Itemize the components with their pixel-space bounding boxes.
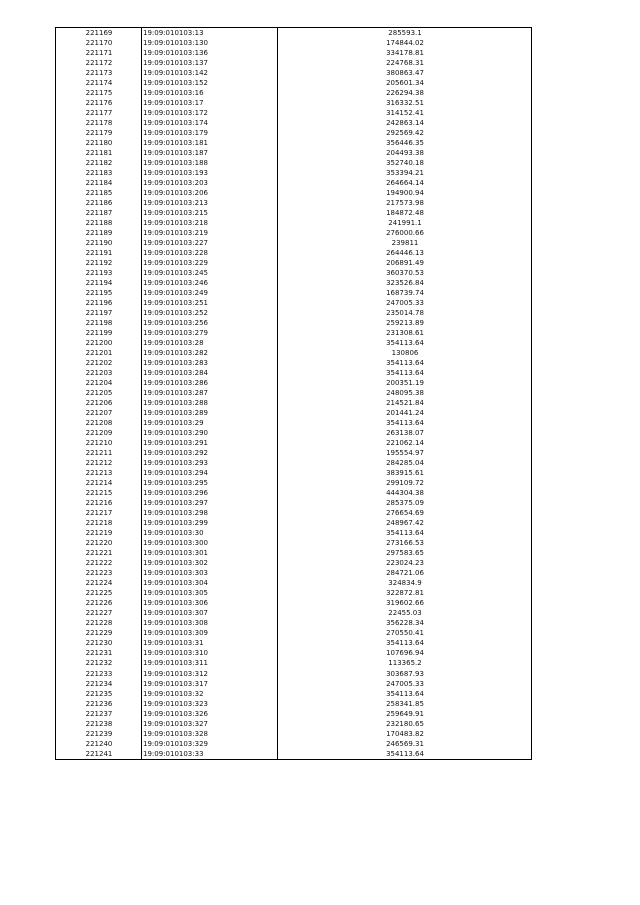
table-row bbox=[56, 198, 532, 208]
id-cell: 221219 bbox=[56, 529, 142, 539]
id-cell: 221214 bbox=[56, 479, 142, 489]
id-cell: 221237 bbox=[56, 709, 142, 719]
cadastral-code-cell: 19:09:010103:296 bbox=[142, 489, 278, 499]
id-cell: 221202 bbox=[56, 359, 142, 369]
id-cell: 221197 bbox=[56, 308, 142, 318]
value-cell: 247005.33 bbox=[278, 298, 532, 308]
value-cell: 232180.65 bbox=[278, 719, 532, 729]
value-cell: 226294.38 bbox=[278, 88, 532, 98]
value-cell: 184872.48 bbox=[278, 208, 532, 218]
value-cell: 214521.84 bbox=[278, 399, 532, 409]
id-cell: 221233 bbox=[56, 669, 142, 679]
table-row bbox=[56, 138, 532, 148]
cadastral-code-cell: 19:09:010103:298 bbox=[142, 509, 278, 519]
id-cell: 221220 bbox=[56, 539, 142, 549]
value-cell: 239811 bbox=[278, 238, 532, 248]
id-cell: 221231 bbox=[56, 649, 142, 659]
id-cell: 221211 bbox=[56, 449, 142, 459]
cadastral-code-cell: 19:09:010103:299 bbox=[142, 519, 278, 529]
cadastral-code-cell: 19:09:010103:187 bbox=[142, 148, 278, 158]
cadastral-code-cell: 19:09:010103:179 bbox=[142, 128, 278, 138]
table-row bbox=[56, 559, 532, 569]
table-row bbox=[56, 188, 532, 198]
value-cell: 194900.94 bbox=[278, 188, 532, 198]
value-cell: 354113.64 bbox=[278, 529, 532, 539]
id-cell: 221193 bbox=[56, 268, 142, 278]
id-cell: 221240 bbox=[56, 739, 142, 749]
cadastral-code-cell: 19:09:010103:328 bbox=[142, 729, 278, 739]
value-cell: 324834.9 bbox=[278, 579, 532, 589]
id-cell: 221216 bbox=[56, 499, 142, 509]
value-cell: 292569.42 bbox=[278, 128, 532, 138]
value-cell: 22455.03 bbox=[278, 609, 532, 619]
value-cell: 314152.41 bbox=[278, 108, 532, 118]
id-cell: 221176 bbox=[56, 98, 142, 108]
value-cell: 259649.91 bbox=[278, 709, 532, 719]
table-row bbox=[56, 449, 532, 459]
value-cell: 354113.64 bbox=[278, 359, 532, 369]
cadastral-code-cell: 19:09:010103:174 bbox=[142, 118, 278, 128]
id-cell: 221221 bbox=[56, 549, 142, 559]
cadastral-code-cell: 19:09:010103:310 bbox=[142, 649, 278, 659]
cadastral-code-cell: 19:09:010103:284 bbox=[142, 369, 278, 379]
table-row bbox=[56, 699, 532, 709]
id-cell: 221209 bbox=[56, 429, 142, 439]
value-cell: 221062.14 bbox=[278, 439, 532, 449]
table-row bbox=[56, 38, 532, 48]
cadastral-code-cell: 19:09:010103:203 bbox=[142, 178, 278, 188]
table-row bbox=[56, 579, 532, 589]
cadastral-code-cell: 19:09:010103:249 bbox=[142, 288, 278, 298]
id-cell: 221234 bbox=[56, 679, 142, 689]
id-cell: 221230 bbox=[56, 639, 142, 649]
table-row bbox=[56, 519, 532, 529]
value-cell: 130806 bbox=[278, 349, 532, 359]
table-row bbox=[56, 328, 532, 338]
cadastral-code-cell: 19:09:010103:295 bbox=[142, 479, 278, 489]
table-row bbox=[56, 68, 532, 78]
cadastral-code-cell: 19:09:010103:282 bbox=[142, 349, 278, 359]
cadastral-code-cell: 19:09:010103:283 bbox=[142, 359, 278, 369]
value-cell: 285593.1 bbox=[278, 28, 532, 39]
id-cell: 221207 bbox=[56, 409, 142, 419]
cadastral-code-cell: 19:09:010103:311 bbox=[142, 659, 278, 669]
table-row bbox=[56, 489, 532, 499]
table-body bbox=[56, 28, 532, 760]
cadastral-code-cell: 19:09:010103:287 bbox=[142, 389, 278, 399]
value-cell: 380863.47 bbox=[278, 68, 532, 78]
id-cell: 221173 bbox=[56, 68, 142, 78]
cadastral-code-cell: 19:09:010103:288 bbox=[142, 399, 278, 409]
value-cell: 246569.31 bbox=[278, 739, 532, 749]
cadastral-code-cell: 19:09:010103:246 bbox=[142, 278, 278, 288]
table-row bbox=[56, 549, 532, 559]
table-row bbox=[56, 248, 532, 258]
cadastral-code-cell: 19:09:010103:304 bbox=[142, 579, 278, 589]
table-row bbox=[56, 168, 532, 178]
table-row bbox=[56, 58, 532, 68]
value-cell: 223024.23 bbox=[278, 559, 532, 569]
id-cell: 221196 bbox=[56, 298, 142, 308]
id-cell: 221232 bbox=[56, 659, 142, 669]
table-row bbox=[56, 108, 532, 118]
value-cell: 168739.74 bbox=[278, 288, 532, 298]
id-cell: 221217 bbox=[56, 509, 142, 519]
table-row bbox=[56, 529, 532, 539]
cadastral-code-cell: 19:09:010103:215 bbox=[142, 208, 278, 218]
cadastral-code-cell: 19:09:010103:29 bbox=[142, 419, 278, 429]
cadastral-code-cell: 19:09:010103:228 bbox=[142, 248, 278, 258]
cadastral-code-cell: 19:09:010103:317 bbox=[142, 679, 278, 689]
cadastral-code-cell: 19:09:010103:279 bbox=[142, 328, 278, 338]
table-row bbox=[56, 78, 532, 88]
value-cell: 206891.49 bbox=[278, 258, 532, 268]
cadastral-code-cell: 19:09:010103:327 bbox=[142, 719, 278, 729]
id-cell: 221210 bbox=[56, 439, 142, 449]
value-cell: 224768.31 bbox=[278, 58, 532, 68]
value-cell: 270550.41 bbox=[278, 629, 532, 639]
table-row bbox=[56, 268, 532, 278]
table-row bbox=[56, 469, 532, 479]
value-cell: 444304.38 bbox=[278, 489, 532, 499]
id-cell: 221172 bbox=[56, 58, 142, 68]
value-cell: 303687.93 bbox=[278, 669, 532, 679]
table-row bbox=[56, 399, 532, 409]
cadastral-code-cell: 19:09:010103:213 bbox=[142, 198, 278, 208]
value-cell: 231308.61 bbox=[278, 328, 532, 338]
table-row bbox=[56, 218, 532, 228]
cadastral-code-cell: 19:09:010103:293 bbox=[142, 459, 278, 469]
value-cell: 352740.18 bbox=[278, 158, 532, 168]
table-row bbox=[56, 739, 532, 749]
id-cell: 221224 bbox=[56, 579, 142, 589]
id-cell: 221182 bbox=[56, 158, 142, 168]
table-row bbox=[56, 238, 532, 248]
id-cell: 221186 bbox=[56, 198, 142, 208]
value-cell: 241991.1 bbox=[278, 218, 532, 228]
table-row bbox=[56, 338, 532, 348]
id-cell: 221169 bbox=[56, 28, 142, 39]
id-cell: 221195 bbox=[56, 288, 142, 298]
cadastral-code-cell: 19:09:010103:152 bbox=[142, 78, 278, 88]
value-cell: 258341.85 bbox=[278, 699, 532, 709]
id-cell: 221194 bbox=[56, 278, 142, 288]
table-row bbox=[56, 629, 532, 639]
table-row bbox=[56, 88, 532, 98]
value-cell: 354113.64 bbox=[278, 419, 532, 429]
table-row bbox=[56, 709, 532, 719]
cadastral-code-cell: 19:09:010103:286 bbox=[142, 379, 278, 389]
value-cell: 200351.19 bbox=[278, 379, 532, 389]
cadastral-code-cell: 19:09:010103:181 bbox=[142, 138, 278, 148]
id-cell: 221179 bbox=[56, 128, 142, 138]
id-cell: 221184 bbox=[56, 178, 142, 188]
cadastral-code-cell: 19:09:010103:294 bbox=[142, 469, 278, 479]
cadastral-code-cell: 19:09:010103:172 bbox=[142, 108, 278, 118]
cadastral-code-cell: 19:09:010103:219 bbox=[142, 228, 278, 238]
cadastral-code-cell: 19:09:010103:309 bbox=[142, 629, 278, 639]
value-cell: 217573.98 bbox=[278, 198, 532, 208]
table-row bbox=[56, 128, 532, 138]
cadastral-code-cell: 19:09:010103:227 bbox=[142, 238, 278, 248]
cadastral-code-cell: 19:09:010103:137 bbox=[142, 58, 278, 68]
value-cell: 322872.81 bbox=[278, 589, 532, 599]
value-cell: 354113.64 bbox=[278, 369, 532, 379]
value-cell: 353394.21 bbox=[278, 168, 532, 178]
id-cell: 221192 bbox=[56, 258, 142, 268]
value-cell: 323526.84 bbox=[278, 278, 532, 288]
id-cell: 221228 bbox=[56, 619, 142, 629]
table-row bbox=[56, 429, 532, 439]
value-cell: 285375.09 bbox=[278, 499, 532, 509]
table-row bbox=[56, 639, 532, 649]
id-cell: 221225 bbox=[56, 589, 142, 599]
value-cell: 354113.64 bbox=[278, 338, 532, 348]
id-cell: 221201 bbox=[56, 349, 142, 359]
table-row bbox=[56, 749, 532, 760]
value-cell: 247005.33 bbox=[278, 679, 532, 689]
table-row bbox=[56, 719, 532, 729]
table-row bbox=[56, 409, 532, 419]
cadastral-code-cell: 19:09:010103:323 bbox=[142, 699, 278, 709]
table-row bbox=[56, 599, 532, 609]
cadastral-code-cell: 19:09:010103:292 bbox=[142, 449, 278, 459]
table-row bbox=[56, 308, 532, 318]
table-row bbox=[56, 228, 532, 238]
value-cell: 356228.34 bbox=[278, 619, 532, 629]
table-row bbox=[56, 479, 532, 489]
id-cell: 221226 bbox=[56, 599, 142, 609]
cadastral-code-cell: 19:09:010103:300 bbox=[142, 539, 278, 549]
id-cell: 221188 bbox=[56, 218, 142, 228]
value-cell: 113365.2 bbox=[278, 659, 532, 669]
id-cell: 221183 bbox=[56, 168, 142, 178]
value-cell: 248095.38 bbox=[278, 389, 532, 399]
cadastral-code-cell: 19:09:010103:312 bbox=[142, 669, 278, 679]
value-cell: 204493.38 bbox=[278, 148, 532, 158]
value-cell: 383915.61 bbox=[278, 469, 532, 479]
table-row bbox=[56, 669, 532, 679]
cadastral-code-cell: 19:09:010103:297 bbox=[142, 499, 278, 509]
id-cell: 221213 bbox=[56, 469, 142, 479]
id-cell: 221170 bbox=[56, 38, 142, 48]
cadastral-code-cell: 19:09:010103:306 bbox=[142, 599, 278, 609]
cadastral-code-cell: 19:09:010103:252 bbox=[142, 308, 278, 318]
cadastral-code-cell: 19:09:010103:32 bbox=[142, 689, 278, 699]
value-cell: 201441.24 bbox=[278, 409, 532, 419]
value-cell: 299109.72 bbox=[278, 479, 532, 489]
cadastral-code-cell: 19:09:010103:136 bbox=[142, 48, 278, 58]
value-cell: 248967.42 bbox=[278, 519, 532, 529]
cadastral-code-cell: 19:09:010103:142 bbox=[142, 68, 278, 78]
id-cell: 221187 bbox=[56, 208, 142, 218]
table-row bbox=[56, 288, 532, 298]
table-row bbox=[56, 689, 532, 699]
cadastral-code-cell: 19:09:010103:251 bbox=[142, 298, 278, 308]
cadastral-code-cell: 19:09:010103:245 bbox=[142, 268, 278, 278]
table-row bbox=[56, 158, 532, 168]
cadastral-code-cell: 19:09:010103:188 bbox=[142, 158, 278, 168]
id-cell: 221174 bbox=[56, 78, 142, 88]
cadastral-code-cell: 19:09:010103:17 bbox=[142, 98, 278, 108]
cadastral-code-cell: 19:09:010103:291 bbox=[142, 439, 278, 449]
table-row bbox=[56, 298, 532, 308]
id-cell: 221238 bbox=[56, 719, 142, 729]
id-cell: 221215 bbox=[56, 489, 142, 499]
table-row bbox=[56, 659, 532, 669]
id-cell: 221185 bbox=[56, 188, 142, 198]
table-row bbox=[56, 208, 532, 218]
value-cell: 284285.04 bbox=[278, 459, 532, 469]
cadastral-code-cell: 19:09:010103:303 bbox=[142, 569, 278, 579]
value-cell: 354113.64 bbox=[278, 689, 532, 699]
value-cell: 360370.53 bbox=[278, 268, 532, 278]
data-table bbox=[55, 27, 532, 760]
id-cell: 221199 bbox=[56, 328, 142, 338]
cadastral-code-cell: 19:09:010103:290 bbox=[142, 429, 278, 439]
id-cell: 221178 bbox=[56, 118, 142, 128]
table-row bbox=[56, 278, 532, 288]
cadastral-code-cell: 19:09:010103:326 bbox=[142, 709, 278, 719]
id-cell: 221191 bbox=[56, 248, 142, 258]
table-row bbox=[56, 499, 532, 509]
id-cell: 221222 bbox=[56, 559, 142, 569]
id-cell: 221229 bbox=[56, 629, 142, 639]
cadastral-code-cell: 19:09:010103:218 bbox=[142, 218, 278, 228]
cadastral-code-cell: 19:09:010103:13 bbox=[142, 28, 278, 39]
value-cell: 264664.14 bbox=[278, 178, 532, 188]
cadastral-code-cell: 19:09:010103:308 bbox=[142, 619, 278, 629]
cadastral-code-cell: 19:09:010103:16 bbox=[142, 88, 278, 98]
table-row bbox=[56, 589, 532, 599]
value-cell: 354113.64 bbox=[278, 639, 532, 649]
table-row bbox=[56, 148, 532, 158]
id-cell: 221200 bbox=[56, 338, 142, 348]
table-row bbox=[56, 369, 532, 379]
table-row bbox=[56, 28, 532, 39]
id-cell: 221203 bbox=[56, 369, 142, 379]
value-cell: 334178.81 bbox=[278, 48, 532, 58]
id-cell: 221198 bbox=[56, 318, 142, 328]
cadastral-code-cell: 19:09:010103:307 bbox=[142, 609, 278, 619]
value-cell: 195554.97 bbox=[278, 449, 532, 459]
value-cell: 319602.66 bbox=[278, 599, 532, 609]
table-row bbox=[56, 98, 532, 108]
id-cell: 221235 bbox=[56, 689, 142, 699]
value-cell: 354113.64 bbox=[278, 749, 532, 760]
cadastral-code-cell: 19:09:010103:256 bbox=[142, 318, 278, 328]
id-cell: 221171 bbox=[56, 48, 142, 58]
id-cell: 221181 bbox=[56, 148, 142, 158]
table-row bbox=[56, 569, 532, 579]
cadastral-code-cell: 19:09:010103:206 bbox=[142, 188, 278, 198]
cadastral-code-cell: 19:09:010103:30 bbox=[142, 529, 278, 539]
table-row bbox=[56, 389, 532, 399]
id-cell: 221180 bbox=[56, 138, 142, 148]
table-row bbox=[56, 609, 532, 619]
table-row bbox=[56, 178, 532, 188]
cadastral-code-cell: 19:09:010103:301 bbox=[142, 549, 278, 559]
value-cell: 235014.78 bbox=[278, 308, 532, 318]
table-row bbox=[56, 539, 532, 549]
id-cell: 221205 bbox=[56, 389, 142, 399]
value-cell: 174844.02 bbox=[278, 38, 532, 48]
value-cell: 259213.89 bbox=[278, 318, 532, 328]
id-cell: 221239 bbox=[56, 729, 142, 739]
id-cell: 221175 bbox=[56, 88, 142, 98]
table-row bbox=[56, 619, 532, 629]
table-row bbox=[56, 509, 532, 519]
cadastral-code-cell: 19:09:010103:305 bbox=[142, 589, 278, 599]
table-row bbox=[56, 48, 532, 58]
id-cell: 221223 bbox=[56, 569, 142, 579]
table-row bbox=[56, 439, 532, 449]
value-cell: 170483.82 bbox=[278, 729, 532, 739]
table-row bbox=[56, 729, 532, 739]
table-row bbox=[56, 459, 532, 469]
table-row bbox=[56, 649, 532, 659]
table-row bbox=[56, 349, 532, 359]
table-row bbox=[56, 318, 532, 328]
cadastral-code-cell: 19:09:010103:289 bbox=[142, 409, 278, 419]
table-row bbox=[56, 679, 532, 689]
value-cell: 284721.06 bbox=[278, 569, 532, 579]
id-cell: 221212 bbox=[56, 459, 142, 469]
id-cell: 221208 bbox=[56, 419, 142, 429]
id-cell: 221241 bbox=[56, 749, 142, 760]
id-cell: 221189 bbox=[56, 228, 142, 238]
id-cell: 221206 bbox=[56, 399, 142, 409]
table-row bbox=[56, 379, 532, 389]
value-cell: 356446.35 bbox=[278, 138, 532, 148]
id-cell: 221227 bbox=[56, 609, 142, 619]
id-cell: 221190 bbox=[56, 238, 142, 248]
cadastral-code-cell: 19:09:010103:193 bbox=[142, 168, 278, 178]
cadastral-code-cell: 19:09:010103:130 bbox=[142, 38, 278, 48]
id-cell: 221177 bbox=[56, 108, 142, 118]
value-cell: 273166.53 bbox=[278, 539, 532, 549]
cadastral-code-cell: 19:09:010103:329 bbox=[142, 739, 278, 749]
table-row bbox=[56, 118, 532, 128]
value-cell: 205601.34 bbox=[278, 78, 532, 88]
value-cell: 242863.14 bbox=[278, 118, 532, 128]
id-cell: 221218 bbox=[56, 519, 142, 529]
cadastral-code-cell: 19:09:010103:31 bbox=[142, 639, 278, 649]
table-row bbox=[56, 419, 532, 429]
value-cell: 276654.69 bbox=[278, 509, 532, 519]
value-cell: 297583.65 bbox=[278, 549, 532, 559]
cadastral-code-cell: 19:09:010103:33 bbox=[142, 749, 278, 760]
id-cell: 221204 bbox=[56, 379, 142, 389]
cadastral-code-cell: 19:09:010103:229 bbox=[142, 258, 278, 268]
value-cell: 107696.94 bbox=[278, 649, 532, 659]
id-cell: 221236 bbox=[56, 699, 142, 709]
value-cell: 263138.07 bbox=[278, 429, 532, 439]
value-cell: 264446.13 bbox=[278, 248, 532, 258]
table-row bbox=[56, 359, 532, 369]
cadastral-code-cell: 19:09:010103:302 bbox=[142, 559, 278, 569]
value-cell: 316332.51 bbox=[278, 98, 532, 108]
table-row bbox=[56, 258, 532, 268]
value-cell: 276000.66 bbox=[278, 228, 532, 238]
cadastral-code-cell: 19:09:010103:28 bbox=[142, 338, 278, 348]
